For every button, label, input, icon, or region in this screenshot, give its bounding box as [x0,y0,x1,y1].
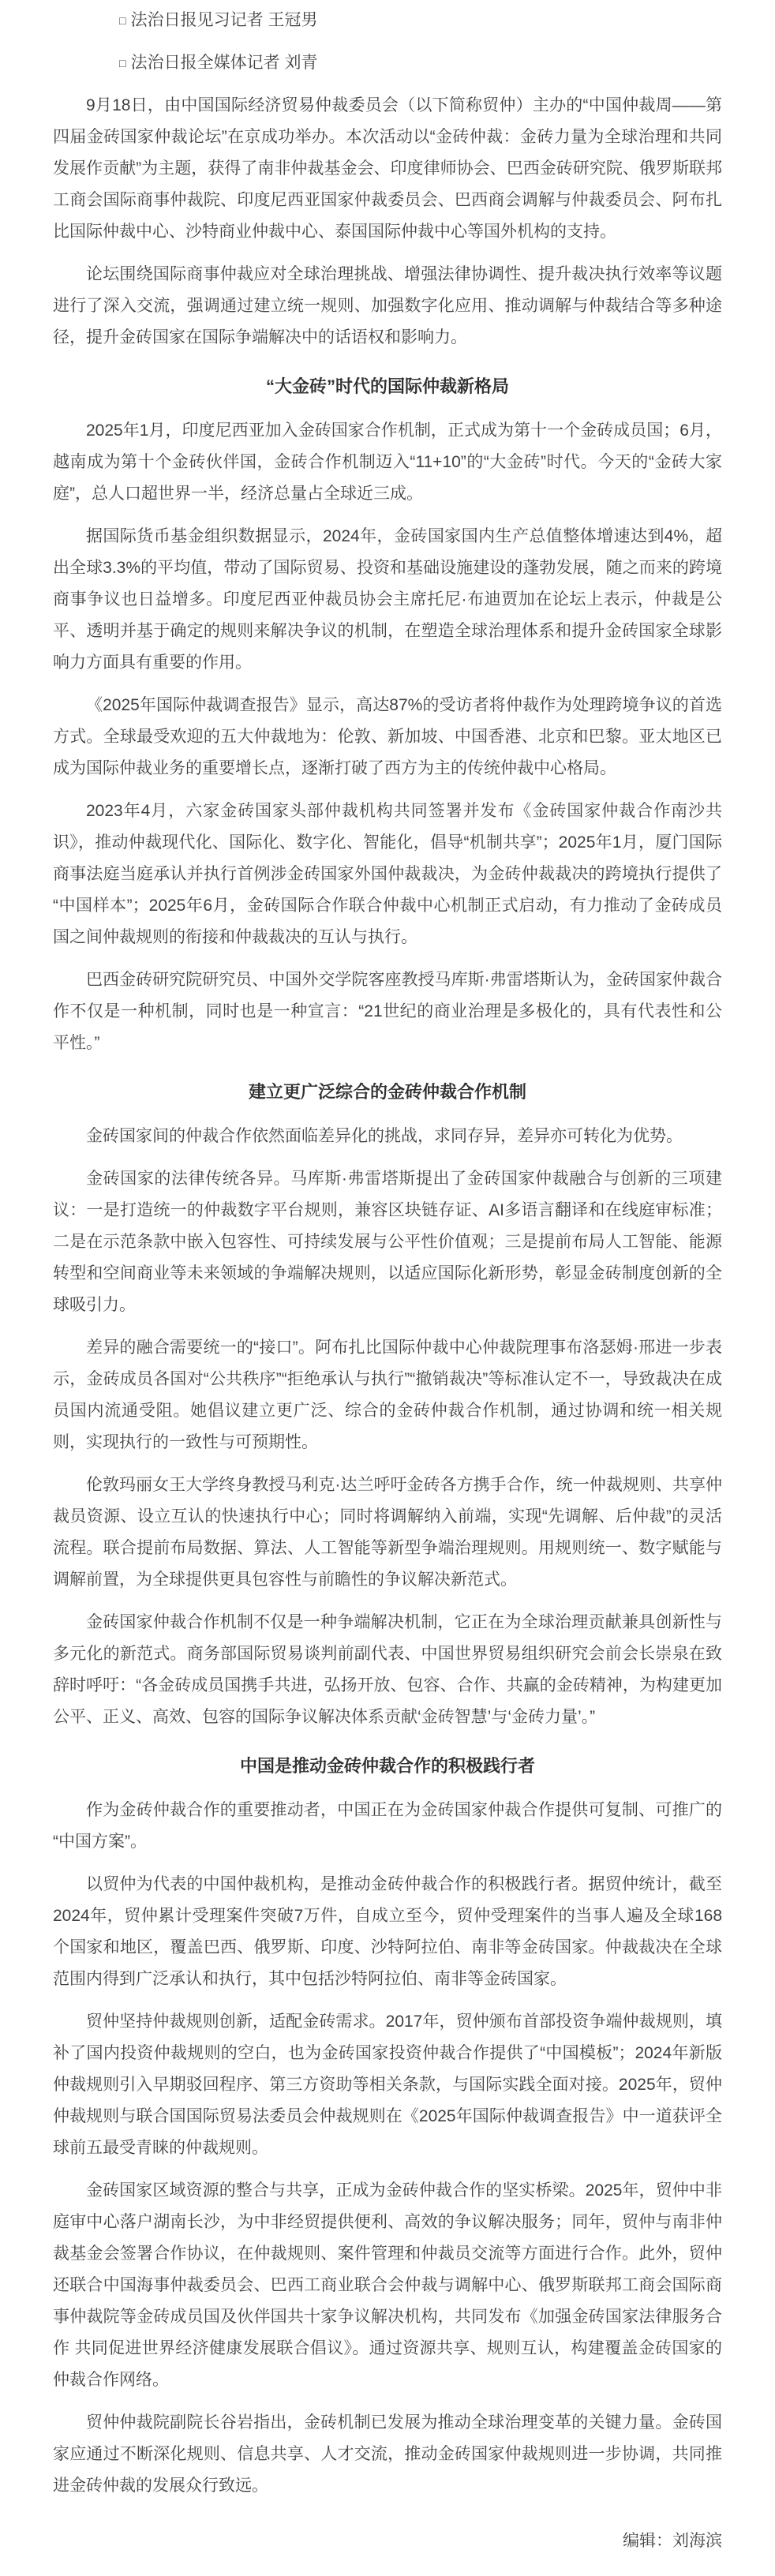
paragraph: 贸仲坚持仲裁规则创新，适配金砖需求。2017年，贸仲颁布首部投资争端仲裁规则，填补了国内投资仲裁规则的空白，也为金砖国家投资仲裁合作提供了“中国模板”；2024年新版仲裁规则引入早期驳回程序、第三方资助等相关条款，与国际实践全面对接。2025年，贸仲仲裁规则与联合国国际贸易法委员会仲裁规则在《2025年国际仲裁调查报告》中一道获评全球前五最受青睐的仲裁规则。 [53,2012,722,2157]
byline [53,5,722,38]
paragraph: 以贸仲为代表的中国仲裁机构，是推动金砖仲裁合作的积极践行者。据贸仲统计，截至2024年，贸仲累计受理案件突破7万件，自成立至今，贸仲受理案件的当事人遍及全球168个国家和地区，覆盖巴西、俄罗斯、印度、沙特阿拉伯、南非等金砖国家。仲裁裁决在全球范围内得到广泛承认和执行，其中包括沙特阿拉伯、南非等金砖国家。 [53,1875,722,1988]
section-heading: 建立更广泛综合的金砖仲裁合作机制 [248,1082,526,1102]
byline-text: 法治日报见习记者 王冠男 [130,11,318,29]
paragraph: 2023年4月，六家金砖国家头部仲裁机构共同签署并发布《金砖国家仲裁合作南沙共识》，推动仲裁现代化、国际化、数字化、智能化，倡导“机制共享”；2025年1月，厦门国际商事法庭当庭承认并执行首例涉金砖国家外国仲裁裁决，为金砖仲裁裁决的跨境执行提供了“中国样本”；2025年6月，金砖国际合作联合仲裁中心机制正式启动，有力推动了金砖成员国之间仲裁规则的衔接和仲裁裁决的互认与执行。 [53,802,722,946]
paragraph: 9月18日，由中国国际经济贸易仲裁委员会（以下简称贸仲）主办的“中国仲裁周——第四届金砖国家仲裁论坛”在京成功举办。本次活动以“金砖仲裁：金砖力量为全球治理和共同发展作贡献”为主题，获得了南非仲裁基金会、印度律师协会、巴西金砖研究院、俄罗斯联邦工商会国际商事仲裁院、印度尼西亚国家仲裁委员会、巴西商会调解与仲裁委员会、阿布扎比国际仲裁中心、沙特商业仲裁中心、泰国国际仲裁中心等国外机构的支持。 [53,96,722,241]
paragraph: 贸仲仲裁院副院长谷岩指出，金砖机制已发展为推动全球治理变革的关键力量。金砖国家应通过不断深化规则、信息共享、人才交流，推动金砖国家仲裁规则进一步协调，共同推进金砖仲裁的发展众行致远。 [53,2413,722,2495]
paragraph: 伦敦玛丽女王大学终身教授马利克·达兰呼吁金砖各方携手合作，统一仲裁规则、共享仲裁员资源、设立互认的快速执行中心；同时将调解纳入前端，实现“先调解、后仲裁”的灵活流程。联合提前布局数据、算法、人工智能等新型争端治理规则。用规则统一、数字赋能与调解前置，为全球提供更具包容性与前瞻性的争议解决新范式。 [53,1476,722,1589]
byline-text: 法治日报全媒体记者 刘青 [130,54,318,72]
section-heading: “大金砖”时代的国际仲裁新格局 [265,376,509,396]
paragraph: 金砖国家间的仲裁合作依然面临差异化的挑战，求同存异，差异亦可转化为优势。 [86,1127,683,1145]
paragraph: 作为金砖仲裁合作的重要推动者，中国正在为金砖国家仲裁合作提供可复制、可推广的“中国方案”。 [53,1801,722,1851]
paragraph: 金砖国家仲裁合作机制不仅是一种争端解决机制，它正在为全球治理贡献兼具创新性与多元化的新范式。商务部国际贸易谈判前副代表、中国世界贸易组织研究会前会长崇泉在致辞时呼吁：“各金砖成员国携手共进，弘扬开放、包容、合作、共赢的金砖精神，为构建更加公平、正义、高效、包容的国际争议解决体系贡献‘金砖智慧’与‘金砖力量’。” [53,1613,722,1726]
paragraph: 2025年1月，印度尼西亚加入金砖国家合作机制，正式成为第十一个金砖成员国；6月，越南成为第十个金砖伙伴国，金砖合作机制迈入“11+10”的“大金砖”时代。今天的“金砖大家庭”，总人口超世界一半，经济总量占全球近三成。 [53,421,722,503]
paragraph: 金砖国家区域资源的整合与共享，正成为金砖仲裁合作的坚实桥梁。2025年，贸仲中非庭审中心落户湖南长沙，为中非经贸提供便利、高效的争议解决服务；同年，贸仲与南非仲裁基金会签署合作协议，在仲裁规则、案件管理和仲裁员交流等方面进行合作。此外，贸仲还联合中国海事仲裁委员会、巴西工商业联合会仲裁与调解中心、俄罗斯联邦工商会国际商事仲裁院等金砖成员国及伙伴国共十家争议解决机构，共同发布《加强金砖国家法律服务合作 共同促进世界经济健康发展联合倡议》。通过资源共享、规则互认，构建覆盖金砖国家的仲裁合作网络。 [53,2181,722,2389]
section-heading: 中国是推动金砖仲裁合作的积极践行者 [239,1756,535,1776]
square-bullet-icon: □ [119,58,126,70]
paragraph: 论坛围绕国际商事仲裁应对全球治理挑战、增强法律协调性、提升裁决执行效率等议题进行了深入交流，强调通过建立统一规则、加强数字化应用、推动调解与仲裁结合等多种途径，提升金砖国家在国际争端解决中的话语权和影响力。 [53,265,722,346]
paragraph: 差异的融合需要统一的“接口”。阿布扎比国际仲裁中心仲裁院理事布洛瑟姆·邢进一步表示，金砖成员各国对“公共秩序”“拒绝承认与执行”“撤销裁决”等标准认定不一，导致裁决在成员国内流通受阻。她倡议建立更广泛、综合的金砖仲裁合作机制，通过协调和统一相关规则，实现执行的一致性与可预期性。 [53,1339,722,1451]
paragraph: 据国际货币基金组织数据显示，2024年，金砖国家国内生产总值整体增速达到4%，超出全球3.3%的平均值，带动了国际贸易、投资和基础设施建设的蓬勃发展，随之而来的跨境商事争议也日益增多。印度尼西亚仲裁员协会主席托尼·布迪贾加在论坛上表示，仲裁是公平、透明并基于确定的规则来解决争议的机制，在塑造全球治理体系和提升金砖国家全球影响力方面具有重要的作用。 [53,527,722,672]
paragraph: 《2025年国际仲裁调查报告》显示，高达87%的受访者将仲裁作为处理跨境争议的首选方式。全球最受欢迎的五大仲裁地为：伦敦、新加坡、中国香港、北京和巴黎。亚太地区已成为国际仲裁业务的重要增长点，逐渐打破了西方为主的传统仲裁中心格局。 [53,696,722,777]
paragraph: 金砖国家的法律传统各异。马库斯·弗雷塔斯提出了金砖国家仲裁融合与创新的三项建议：一是打造统一的仲裁数字平台规则，兼容区块链存证、AI多语言翻译和在线庭审标准；二是在示范条款中嵌入包容性、可持续发展与公平性价值观；三是提前布局人工智能、能源转型和空间商业等未来领域的争端解决规则，以适应国际化新形势，彰显金砖制度创新的全球吸引力。 [53,1170,722,1314]
square-bullet-icon: □ [119,15,126,28]
article-body [53,5,722,2557]
editor-credit: 编辑：刘海滨 [623,2532,722,2550]
byline [53,47,722,80]
paragraph: 巴西金砖研究院研究员、中国外交学院客座教授马库斯·弗雷塔斯认为，金砖国家仲裁合作不仅是一种机制，同时也是一种宣言：“21世纪的商业治理是多极化的，具有代表性和公平性。” [53,971,722,1052]
